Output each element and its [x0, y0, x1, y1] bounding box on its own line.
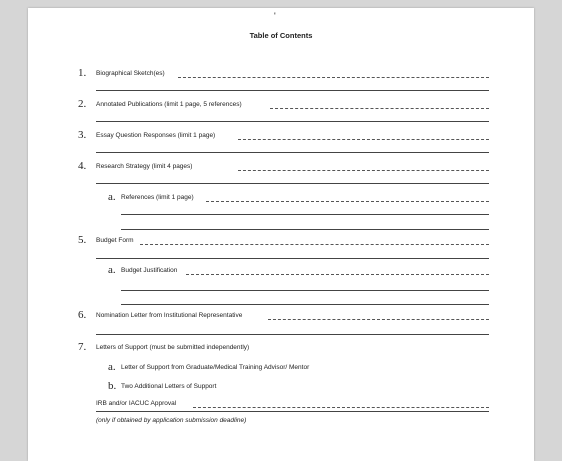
- item-4-number: 4.: [78, 160, 87, 172]
- item-3-label: Essay Question Responses (limit 1 page): [96, 132, 216, 139]
- item-5a-number: a.: [108, 264, 116, 276]
- item-3-line: [96, 152, 489, 153]
- item-1-number: 1.: [78, 67, 87, 79]
- item-2-line: [96, 121, 489, 122]
- item-2-leader: [270, 107, 489, 109]
- item-5a-line-2: [121, 304, 489, 305]
- item-4-leader: [238, 169, 489, 171]
- item-6-line: [96, 334, 489, 335]
- item-7b-number: b.: [108, 380, 117, 392]
- approval-note: (only if obtained by application submission deadline): [96, 417, 247, 424]
- item-3-leader: [238, 138, 489, 140]
- item-5a-label: Budget Justification: [121, 267, 178, 274]
- approval-label: IRB and/or IACUC Approval: [96, 400, 177, 407]
- item-5-line: [96, 258, 489, 259]
- item-4-line: [96, 183, 489, 184]
- item-5a-line-1: [121, 290, 489, 291]
- item-4a-line-1: [121, 214, 489, 215]
- approval-line: [96, 411, 489, 412]
- item-4a-number: a.: [108, 191, 116, 203]
- item-5a-leader: [186, 273, 489, 275]
- item-2-label: Annotated Publications (limit 1 page, 5 references): [96, 101, 242, 108]
- item-7-label: Letters of Support (must be submitted independently): [96, 344, 250, 351]
- item-5-number: 5.: [78, 234, 87, 246]
- item-4a-label: References (limit 1 page): [121, 194, 194, 201]
- item-1-line: [96, 90, 489, 91]
- item-1-leader: [178, 76, 489, 78]
- item-7a-number: a.: [108, 361, 116, 373]
- item-5-leader: [140, 243, 489, 245]
- item-3-number: 3.: [78, 129, 87, 141]
- item-4-label: Research Strategy (limit 4 pages): [96, 163, 193, 170]
- item-4a-line-2: [121, 229, 489, 230]
- item-6-label: Nomination Letter from Institutional Representative: [96, 312, 243, 319]
- item-7-number: 7.: [78, 341, 87, 353]
- top-mark: ': [274, 11, 276, 21]
- item-6-number: 6.: [78, 309, 87, 321]
- approval-leader: [193, 406, 489, 408]
- item-4a-leader: [206, 200, 489, 202]
- item-1-label: Biographical Sketch(es): [96, 70, 165, 77]
- item-6-leader: [268, 318, 489, 320]
- document-page: [28, 8, 534, 461]
- item-5-label: Budget Form: [96, 237, 134, 244]
- item-7b-label: Two Additional Letters of Support: [121, 383, 217, 390]
- item-2-number: 2.: [78, 98, 87, 110]
- item-7a-label: Letter of Support from Graduate/Medical Training Advisor/ Mentor: [121, 364, 310, 371]
- page-title: Table of Contents: [249, 31, 313, 40]
